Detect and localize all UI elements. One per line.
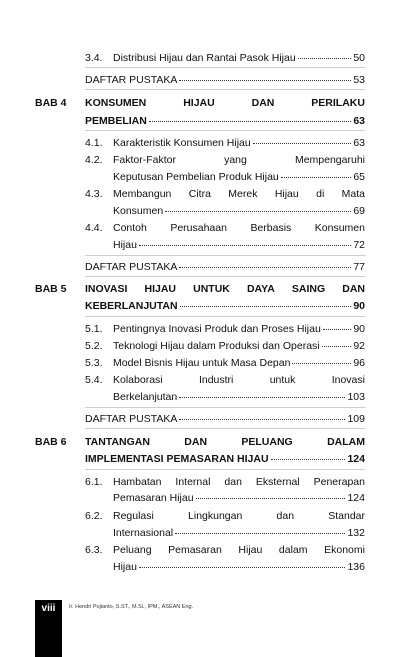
title-word: Hambatan — [113, 476, 162, 488]
title-word: Hijau — [238, 544, 263, 556]
title-word: HIJAU — [144, 283, 177, 295]
divider — [85, 130, 365, 131]
title-word: KONSUMEN — [85, 97, 147, 109]
toc-entry-line1[interactable] — [85, 476, 365, 488]
entry-title: Hijau — [113, 239, 137, 251]
title-word: DAN — [251, 97, 275, 109]
dot-leader — [139, 567, 346, 568]
entry-page: 124 — [347, 453, 365, 465]
title-word: Contoh — [113, 222, 147, 234]
title-word: Regulasi — [113, 510, 154, 522]
chapter-title-line[interactable] — [85, 97, 365, 109]
entry-page: 63 — [353, 115, 365, 127]
toc-entry[interactable] — [85, 74, 365, 86]
entry-number: 5.4. — [85, 374, 103, 386]
title-word: PELUANG — [241, 436, 293, 448]
entry-page: 92 — [353, 340, 365, 352]
title-word: Konsumen — [314, 222, 365, 234]
entry-title: DAFTAR PUSTAKA — [85, 74, 178, 86]
title-word: Berbasis — [250, 222, 292, 234]
divider — [85, 67, 365, 68]
entry-title: Teknologi Hijau dalam Produksi dan Operasi — [113, 340, 320, 352]
toc-entry[interactable] — [85, 300, 365, 312]
entry-page: 132 — [347, 527, 365, 539]
entry-title: Keputusan Pembelian Produk Hijau — [113, 171, 279, 183]
title-word: Membangun — [113, 188, 172, 200]
dot-leader — [281, 177, 352, 178]
entry-title: Internasional — [113, 527, 174, 539]
entry-number: 5.2. — [85, 340, 103, 352]
entry-page: 65 — [353, 171, 365, 183]
entry-number: 6.1. — [85, 476, 103, 488]
title-word: Industri — [198, 374, 234, 386]
entry-number: 6.2. — [85, 510, 103, 522]
entry-page: 90 — [353, 300, 365, 312]
title-word: UNTUK — [193, 283, 230, 295]
entry-title: DAFTAR PUSTAKA — [85, 261, 178, 273]
title-word: INOVASI — [85, 283, 128, 295]
entry-number: 4.2. — [85, 154, 103, 166]
entry-title: Pentingnya Inovasi Produk dan Proses Hijau — [113, 323, 321, 335]
title-word: SAING — [291, 283, 326, 295]
toc-entry-line1[interactable] — [85, 374, 365, 386]
title-word: Hijau — [274, 188, 299, 200]
entry-page: 103 — [347, 391, 365, 403]
toc-entry-line1[interactable] — [85, 188, 365, 200]
title-word: DAN — [184, 436, 208, 448]
dot-leader — [253, 143, 352, 144]
entry-title: Pemasaran Hijau — [113, 492, 194, 504]
toc-entry[interactable] — [85, 323, 365, 335]
dot-leader — [175, 533, 345, 534]
divider — [85, 316, 365, 317]
entry-title: Model Bisnis Hijau untuk Masa Depan — [113, 357, 291, 369]
title-word: Faktor-Faktor — [113, 154, 177, 166]
toc-entry-line1[interactable] — [85, 222, 365, 234]
title-word: PERILAKU — [311, 97, 365, 109]
entry-page: 90 — [353, 323, 365, 335]
title-word: DAN — [342, 283, 365, 295]
title-word: DAYA — [246, 283, 275, 295]
entry-page: 63 — [353, 137, 365, 149]
toc-entry-line1[interactable] — [85, 544, 365, 556]
title-word: Penerapan — [313, 476, 365, 488]
entry-number: 6.3. — [85, 544, 103, 556]
toc-entry[interactable] — [85, 453, 365, 465]
chapter-label: BAB 5 — [35, 283, 67, 295]
entry-title: Konsumen — [113, 205, 164, 217]
divider — [85, 255, 365, 256]
title-word: DALAM — [327, 436, 365, 448]
entry-number: 3.4. — [85, 52, 103, 64]
toc-entry[interactable] — [85, 340, 365, 352]
toc-entry[interactable] — [85, 115, 365, 127]
dot-leader — [179, 80, 351, 81]
title-word: dan — [276, 510, 295, 522]
dot-leader — [179, 419, 345, 420]
toc-entry-line2[interactable] — [113, 391, 365, 403]
toc-entry[interactable] — [85, 261, 365, 273]
title-word: Eksternal — [255, 476, 300, 488]
footer-author: Ir. Hendri Pujianto, S.ST., M.Si., IPM., ASEAN Eng. — [69, 604, 194, 610]
entry-page: 109 — [347, 413, 365, 425]
toc-entry[interactable] — [85, 52, 365, 64]
divider — [85, 407, 365, 408]
chapter-title-line[interactable] — [85, 436, 365, 448]
toc-entry-line2[interactable] — [113, 561, 365, 573]
entry-page: 96 — [353, 357, 365, 369]
entry-title: PEMBELIAN — [85, 115, 147, 127]
title-word: Merek — [228, 188, 258, 200]
dot-leader — [323, 329, 352, 330]
title-word: HIJAU — [183, 97, 215, 109]
entry-page: 136 — [347, 561, 365, 573]
toc-entry-line1[interactable] — [85, 510, 365, 522]
dot-leader — [149, 121, 351, 122]
entry-title: Berkelanjutan — [113, 391, 178, 403]
toc-entry-line2[interactable] — [113, 205, 365, 217]
chapter-title-line[interactable] — [85, 283, 365, 295]
entry-title: DAFTAR PUSTAKA — [85, 413, 178, 425]
entry-title: Hijau — [113, 561, 137, 573]
entry-page: 53 — [353, 74, 365, 86]
divider — [85, 276, 365, 277]
title-word: Kolaborasi — [113, 374, 163, 386]
entry-number: 4.1. — [85, 137, 103, 149]
dot-leader — [139, 245, 351, 246]
title-word: Peluang — [113, 544, 152, 556]
entry-number: 4.4. — [85, 222, 103, 234]
toc-entry[interactable] — [85, 357, 365, 369]
divider — [85, 428, 365, 429]
dot-leader — [271, 459, 346, 460]
toc-entry-line2[interactable] — [113, 239, 365, 251]
dot-leader — [179, 267, 351, 268]
title-word: dan — [224, 476, 242, 488]
entry-number: 5.1. — [85, 323, 103, 335]
toc-entry[interactable] — [85, 137, 365, 149]
title-word: Inovasi — [331, 374, 365, 386]
dot-leader — [196, 498, 346, 499]
entry-number: 5.3. — [85, 357, 103, 369]
entry-title: Distribusi Hijau dan Rantai Pasok Hijau — [113, 52, 296, 64]
title-word: Ekonomi — [324, 544, 365, 556]
entry-page: 69 — [353, 205, 365, 217]
title-word: Perusahaan — [170, 222, 227, 234]
title-word: untuk — [269, 374, 296, 386]
toc-entry-line2[interactable] — [113, 492, 365, 504]
title-word: Mata — [341, 188, 365, 200]
dot-leader — [180, 306, 352, 307]
dot-leader — [165, 211, 351, 212]
chapter-label: BAB 4 — [35, 97, 67, 109]
entry-title: Karakteristik Konsumen Hijau — [113, 137, 251, 149]
dot-leader — [179, 397, 345, 398]
entry-page: 77 — [353, 261, 365, 273]
toc-entry-line2[interactable] — [113, 171, 365, 183]
dot-leader — [322, 346, 352, 347]
entry-page: 50 — [353, 52, 365, 64]
divider — [85, 89, 365, 90]
entry-title: KEBERLANJUTAN — [85, 300, 178, 312]
entry-page: 72 — [353, 239, 365, 251]
title-word: Standar — [328, 510, 365, 522]
toc-entry[interactable] — [85, 413, 365, 425]
dot-leader — [292, 363, 351, 364]
title-word: Internal — [175, 476, 211, 488]
title-word: Citra — [188, 188, 211, 200]
chapter-label: BAB 6 — [35, 436, 67, 448]
title-word: di — [316, 188, 325, 200]
title-word: Mempengaruhi — [294, 154, 365, 166]
entry-number: 4.3. — [85, 188, 103, 200]
toc-entry-line1[interactable] — [85, 154, 365, 166]
title-word: Pemasaran — [168, 544, 222, 556]
toc-entry-line2[interactable] — [113, 527, 365, 539]
entry-title: IMPLEMENTASI PEMASARAN HIJAU — [85, 453, 269, 465]
entry-page: 124 — [347, 492, 365, 504]
title-word: Lingkungan — [188, 510, 243, 522]
title-word: dalam — [278, 544, 308, 556]
divider — [85, 469, 365, 470]
page-number-tab — [35, 600, 62, 657]
title-word: TANTANGAN — [85, 436, 150, 448]
title-word: yang — [224, 154, 247, 166]
page-number: viii — [41, 603, 56, 614]
dot-leader — [298, 58, 352, 59]
